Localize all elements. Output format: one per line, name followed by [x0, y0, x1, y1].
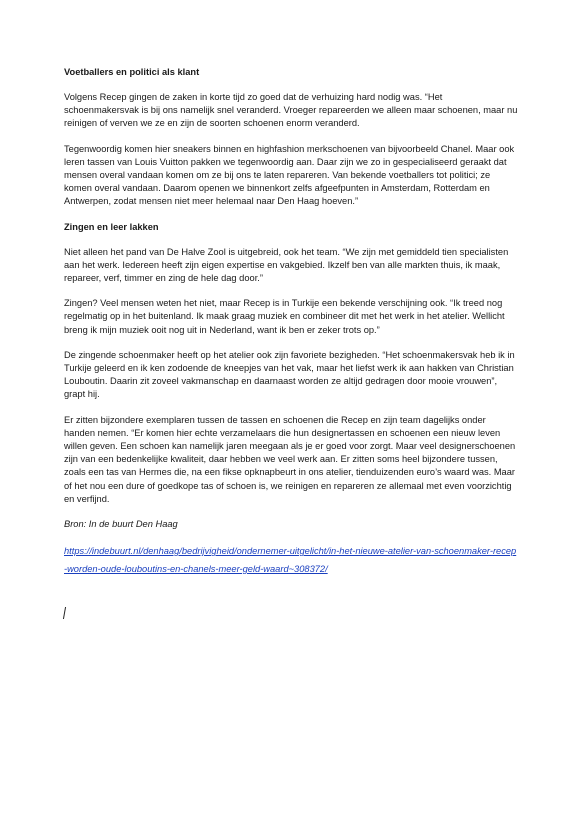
paragraph: Volgens Recep gingen de zaken in korte tijd zo goed dat de verhuizing hard nodig was. “Het schoenmakersvak is bij ons namelijk snel veranderd. Vroeger repareerden we alleen maar schoenen, maar nu reinigen of verven we ze en zijn de soorten schoenen enorm veranderd.	[64, 92, 518, 129]
text-cursor	[63, 607, 67, 619]
paragraph: Zingen? Veel mensen weten het niet, maar Recep is in Turkije een bekende verschijning ook. “Ik treed nog regelmatig op in het buitenland. Ik maak graag muziek en combineer dit met het werk in het atelier. Wellicht breng ik mijn muziek ooit nog uit in Nederland, want ik ben er zeker trots op.”	[64, 298, 505, 335]
source-label: Bron: In de buurt Den Haag	[64, 519, 178, 530]
paragraph: De zingende schoenmaker heeft op het atelier ook zijn favoriete bezigheden. “Het schoenmakersvak heb ik in Turkije geleerd en ik ken zodoende de kneepjes van het vak, maar het liefst werk ik aan hakken van Christian Louboutin. Daarin zit zoveel vakmanschap en daarnaast worden ze altijd gedragen door mooie vrouwen”, grapt hij.	[64, 349, 515, 400]
paragraph: Tegenwoordig komen hier sneakers binnen en highfashion merkschoenen van bijvoorbeeld Chanel. Maar ook leren tassen van Louis Vuitton pakken we tegenwoordig aan. Daar zijn we zo in gespecialiseerd geraakt dat mensen overal vandaan komen om ze bij ons te laten repareren. Van bekende voetballers tot politici; ze komen overal vandaan. Daarom openen we binnenkort zelfs afgeefpunten in Amsterdam, Rotterdam en Antwerpen, zodat mensen niet meer helemaal naar Den Haag hoeven.”	[64, 143, 515, 207]
paragraph: Er zitten bijzondere exemplaren tussen de tassen en schoenen die Recep en zijn team dagelijks onder handen nemen. “Er komen hier echte verzamelaars die hun designertassen en schoenen een nieuw leven willen geven. Een schoen kan namelijk jaren meegaan als je er goed voor zorgt. Maar veel designerschoenen zijn van een bedenkelijke kwaliteit, daar hebben we veel werk aan. Er zitten soms heel bijzondere tussen, zoals een tas van Hermes die, na een fikse opknapbeurt in ons atelier, tienduizenden euro’s waard was. Maar of het nou een dure of goedkope tas of schoen is, we reinigen en repareren ze allemaal met even voorzichtig en verfijnd.	[64, 414, 516, 504]
source-link[interactable]: https://indebuurt.nl/denhaag/bedrijvigheid/ondernemer-uitgelicht/in-het-nieuwe-atelier-van-schoenmaker-recep-worden-oude-louboutins-en-chanels-meer-geld-waard~308372/	[64, 546, 517, 575]
section-heading: Voetballers en politici als klant	[64, 67, 200, 77]
paragraph: Niet alleen het pand van De Halve Zool is uitgebreid, ook het team. “We zijn met gemiddeld tien specialisten aan het werk. Iedereen heeft zijn eigen expertise en vakgebied. Ikzelf ben van alle markten thuis, ik maak, repareer, verf, timmer en zing de hele dag door.”	[64, 246, 509, 284]
section-heading: Zingen en leer lakken	[64, 221, 159, 232]
